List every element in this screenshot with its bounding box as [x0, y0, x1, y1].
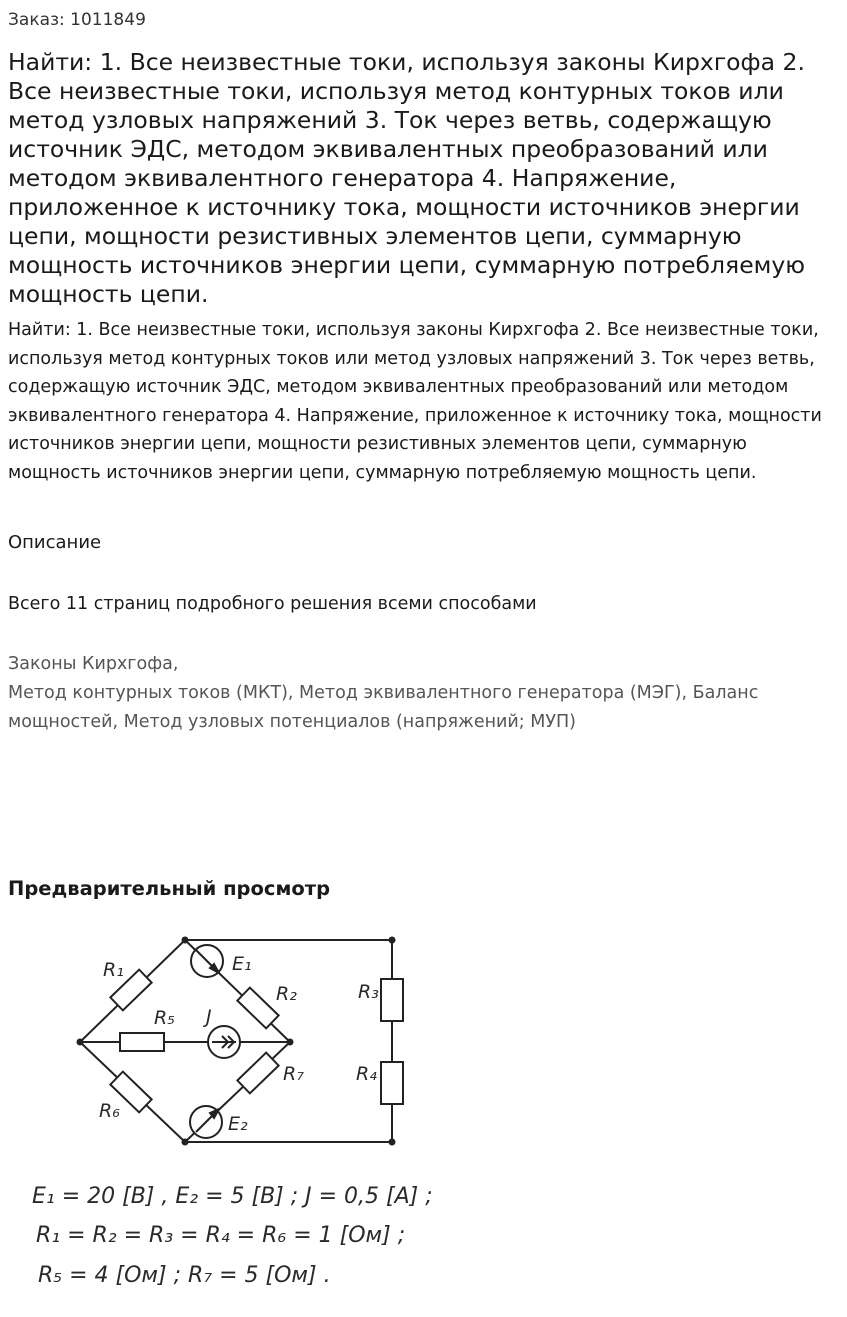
methods-line-2: Метод контурных токов (МКТ), Метод эквивалентного генератора (МЭГ), Баланс мощностей, Метод узловых потенциалов (напряжений; МУП) [8, 683, 759, 732]
methods-list [8, 650, 838, 737]
description-pages: Всего 11 страниц подробного решения всеми способами [8, 594, 537, 614]
resistor-r3 [381, 979, 403, 1021]
task-title: Найти: 1. Все неизвестные токи, используя законы Кирхгофа 2. Все неизвестные токи, используя метод контурных токов или метод узловых напряжений 3. Ток через ветвь, содержащую источник ЭДС, методом эквивалентных преобразований или методом эквивалентного генератора 4. Напряжение, приложенное к источнику тока, мощности источников энергии цепи, мощности резистивных элементов цепи, суммарную мощность источников энергии цепи, суммарную потребляемую мощность цепи. [8, 48, 806, 308]
given-line-2: R₁ = R₂ = R₃ = R₄ = R₆ = 1 [Ом] ; [36, 1223, 406, 1248]
label-r6: R₆ [99, 1100, 120, 1122]
label-r1: R₁ [103, 959, 124, 981]
label-e2: E₂ [228, 1113, 248, 1135]
circuit-diagram [0, 920, 520, 1300]
task-text: Найти: 1. Все неизвестные токи, используя законы Кирхгофа 2. Все неизвестные токи, используя метод контурных токов или метод узловых напряжений 3. Ток через ветвь, содержащую источник ЭДС, методом эквивалентных преобразований или методом эквивалентного генератора 4. Напряжение, приложенное к источнику тока, мощности источников энергии цепи, мощности резистивных элементов цепи, суммарную мощность источников энергии цепи, суммарную потребляемую мощность цепи. [8, 320, 822, 483]
given-line-3: R₅ = 4 [Ом] ; R₇ = 5 [Ом] . [38, 1263, 331, 1288]
order-number: Заказ: 1011849 [8, 10, 146, 30]
preview-image [0, 920, 520, 1300]
resistor-r5 [120, 1033, 164, 1051]
label-r4: R₄ [356, 1063, 377, 1085]
label-j: J [206, 1006, 212, 1028]
label-e1: E₁ [232, 953, 252, 975]
methods-line-1: Законы Кирхгофа, [8, 654, 179, 674]
resistor-r4 [381, 1062, 403, 1104]
label-r3: R₃ [358, 981, 379, 1003]
label-r7: R₇ [283, 1063, 304, 1085]
description-label: Описание [8, 532, 102, 553]
resistor-r2 [237, 988, 278, 1029]
source-e1 [191, 945, 223, 977]
source-j [208, 1026, 240, 1058]
label-r5: R₅ [154, 1007, 175, 1029]
resistor-r7 [237, 1053, 278, 1094]
label-r2: R₂ [276, 983, 297, 1005]
given-line-1: E₁ = 20 [В] , E₂ = 5 [В] ; J = 0,5 [А] ; [32, 1184, 433, 1209]
source-e2 [190, 1106, 222, 1138]
preview-title: Предварительный просмотр [8, 877, 331, 900]
